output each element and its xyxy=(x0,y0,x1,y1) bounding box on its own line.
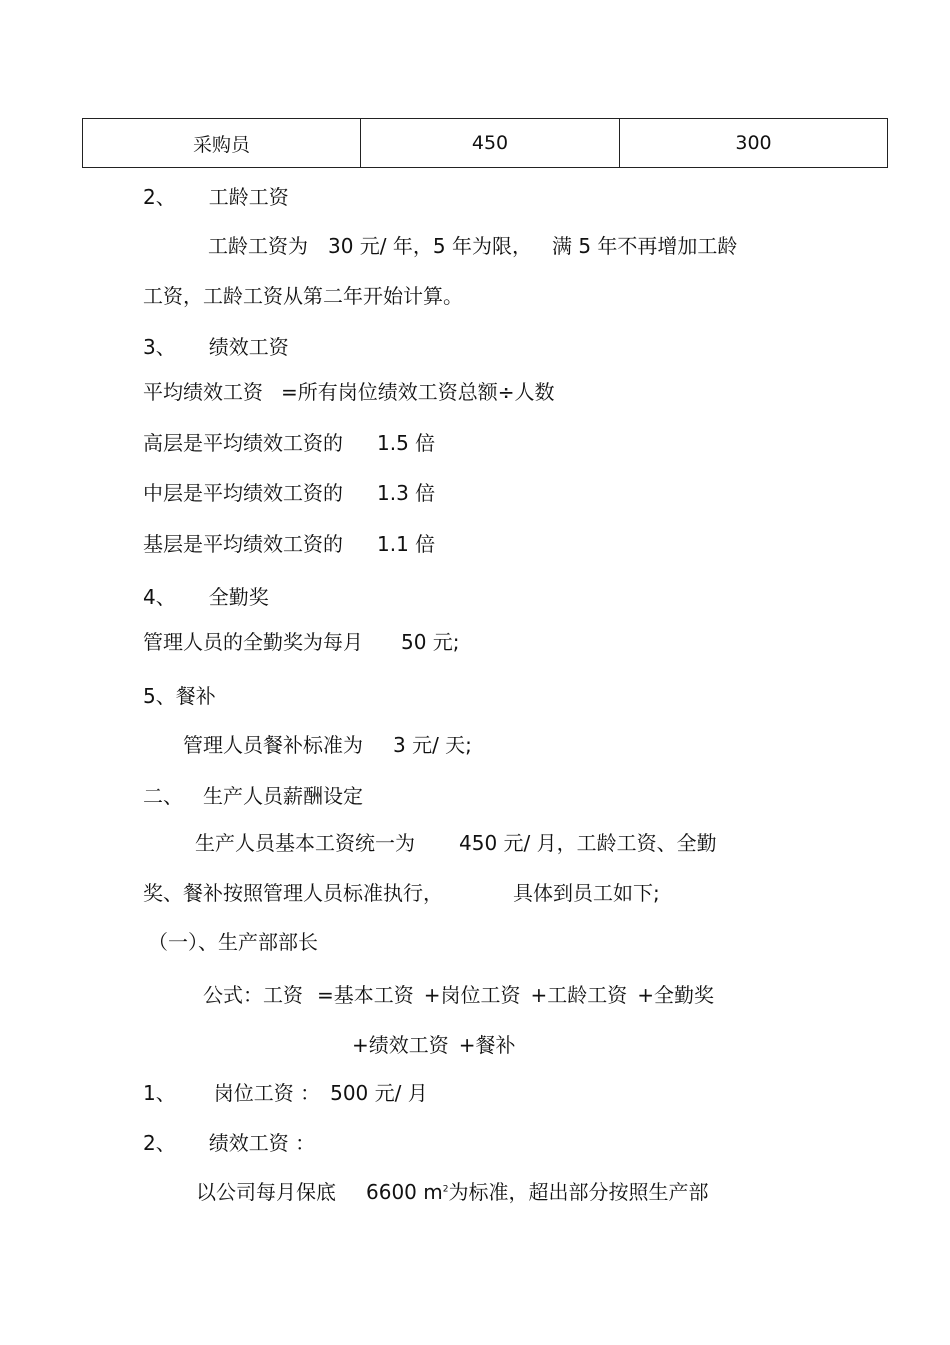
heading-production-head: （一）、生产部部长 xyxy=(148,930,318,954)
heading-text: 生产人员薪酬设定 xyxy=(203,784,363,808)
heading-seniority-wage xyxy=(143,183,289,211)
list-number: 3、 xyxy=(143,335,176,359)
table-cell-position: 采购员 xyxy=(83,119,361,167)
list-number: 2、 xyxy=(143,1131,176,1155)
paragraph-line: 中层是平均绩效工资的 1.3 倍 xyxy=(143,481,436,505)
list-number: 二、 xyxy=(143,784,183,808)
paragraph-line: 管理人员的全勤奖为每月 50 元; xyxy=(143,630,460,654)
list-number: 4、 xyxy=(143,585,176,609)
paragraph-line: 高层是平均绩效工资的 1.5 倍 xyxy=(143,431,436,455)
paragraph-line: 平均绩效工资 =所有岗位绩效工资总额÷人数 xyxy=(143,380,555,404)
paragraph-line: 工资，工龄工资从第二年开始计算。 xyxy=(143,284,463,308)
list-number: 1、 xyxy=(143,1081,176,1105)
formula-line: +绩效工资 +餐补 xyxy=(352,1033,516,1057)
paragraph-line: 管理人员餐补标准为 3 元/ 天; xyxy=(183,733,472,757)
list-number: 2、 xyxy=(143,185,176,209)
heading-post-wage: 1、 岗位工资 ： 500 元/ 月 xyxy=(143,1081,428,1105)
paragraph-line: 工龄工资为 30 元/ 年，5 年为限， 满 5 年不再增加工龄 xyxy=(208,234,738,258)
heading-attendance-bonus xyxy=(143,583,269,611)
paragraph-line: 生产人员基本工资统一为 450 元/ 月，工龄工资、全勤 xyxy=(195,831,717,855)
table-cell-value-1: 450 xyxy=(361,119,620,167)
salary-table-row xyxy=(82,118,888,168)
paragraph-line: 基层是平均绩效工资的 1.1 倍 xyxy=(143,532,436,556)
superscript: 2 xyxy=(442,1184,449,1195)
table-cell-value-2: 300 xyxy=(735,132,772,154)
heading-text: 全勤奖 xyxy=(208,585,269,609)
heading-performance-wage xyxy=(143,333,289,361)
heading-text: 绩效工资 xyxy=(208,335,289,359)
paragraph-line: 以公司每月保底 6600 $m^2$为标准，超出部分按照生产部 xyxy=(196,1180,709,1204)
heading-performance-wage-2 xyxy=(143,1129,315,1157)
paragraph-line: 奖、餐补按照管理人员标准执行， 具体到员工如下; xyxy=(143,881,660,905)
heading-text: 绩效工资 ： xyxy=(208,1131,316,1155)
heading-meal-allowance: 5、餐补 xyxy=(143,684,216,708)
heading-text: 岗位工资 ： xyxy=(213,1081,321,1105)
heading-text: 工龄工资 xyxy=(208,185,289,209)
formula-line: 公式：工资 =基本工资 +岗位工资 +工龄工资 +全勤奖 xyxy=(203,983,715,1007)
heading-production-salary xyxy=(143,782,363,810)
